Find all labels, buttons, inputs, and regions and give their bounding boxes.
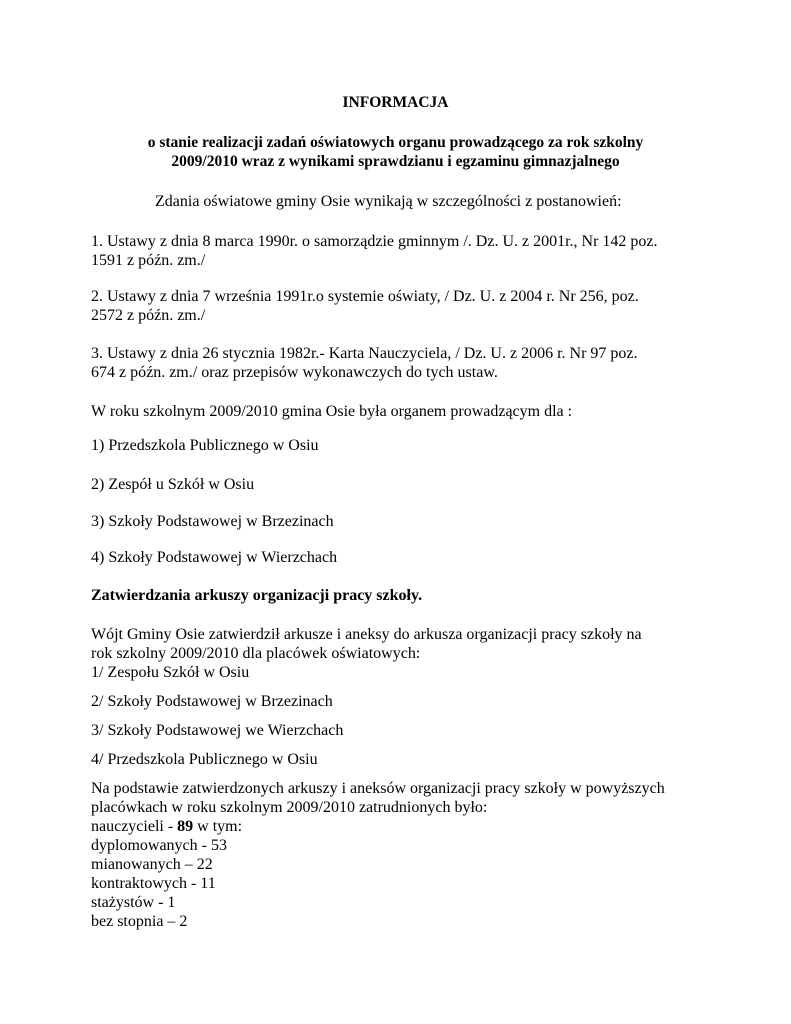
teachers-suffix: w tym: <box>193 818 243 835</box>
approved-item: 3/ Szkoły Podstawowej we Wierzchach <box>91 722 344 739</box>
document-subtitle-line-1: o stanie realizacji zadań oświatowych organu prowadzącego za rok szkolny <box>147 134 644 151</box>
approval-line-1: Wójt Gminy Osie zatwierdził arkusze i aneksy do arkusza organizacji pracy szkoły na <box>91 626 642 643</box>
teachers-prefix: nauczycieli - <box>91 818 178 835</box>
law-1-line-2: 1591 z późn. zm./ <box>91 252 206 269</box>
breakdown-item: kontraktowych - 11 <box>91 875 216 892</box>
teachers-total-line <box>91 817 242 836</box>
section-heading: Zatwierdzania arkuszy organizacji pracy szkoły. <box>91 587 423 604</box>
law-1-line-1: 1. Ustawy z dnia 8 marca 1990r. o samorządzie gminnym /. Dz. U. z 2001r., Nr 142 poz. <box>91 233 658 250</box>
employment-line-1: Na podstawie zatwierdzonych arkuszy i aneksów organizacji pracy szkoły w powyższych <box>91 780 665 797</box>
law-3-line-1: 3. Ustawy z dnia 26 stycznia 1982r.- Karta Nauczyciela, / Dz. U. z 2006 r. Nr 97 poz. <box>91 345 638 362</box>
law-2-line-1: 2. Ustawy z dnia 7 września 1991r.o systemie oświaty, / Dz. U. z 2004 r. Nr 256, poz. <box>91 288 639 305</box>
breakdown-item: mianowanych – 22 <box>91 856 213 873</box>
institution-item: 4) Szkoły Podstawowej w Wierzchach <box>91 549 338 566</box>
institution-item: 1) Przedszkola Publicznego w Osiu <box>91 437 319 454</box>
approval-line-2: rok szkolny 2009/2010 dla placówek oświatowych: <box>91 645 421 662</box>
institution-item: 3) Szkoły Podstawowej w Brzezinach <box>91 513 334 530</box>
document-subtitle-line-2: 2009/2010 wraz z wynikami sprawdzianu i egzaminu gimnazjalnego <box>171 153 620 170</box>
approved-item: 1/ Zespołu Szkół w Osiu <box>91 664 250 681</box>
approved-item: 4/ Przedszkola Publicznego w Osiu <box>91 751 318 768</box>
law-2-line-2: 2572 z późn. zm./ <box>91 307 206 324</box>
employment-line-2: placówkach w roku szkolnym 2009/2010 zatrudnionych było: <box>91 799 488 816</box>
breakdown-item: bez stopnia – 2 <box>91 913 188 930</box>
organ-intro: W roku szkolnym 2009/2010 gmina Osie była organem prowadzącym dla : <box>91 403 573 420</box>
intro-paragraph: Zdania oświatowe gminy Osie wynikają w szczególności z postanowień: <box>155 193 622 210</box>
institution-item: 2) Zespół u Szkół w Osiu <box>91 476 255 493</box>
approved-item: 2/ Szkoły Podstawowej w Brzezinach <box>91 693 333 710</box>
breakdown-item: stażystów - 1 <box>91 894 176 911</box>
teachers-total: 89 <box>177 818 194 835</box>
law-3-line-2: 674 z późn. zm./ oraz przepisów wykonawczych do tych ustaw. <box>91 364 498 381</box>
document-title: INFORMACJA <box>342 94 449 111</box>
breakdown-item: dyplomowanych - 53 <box>91 837 227 854</box>
